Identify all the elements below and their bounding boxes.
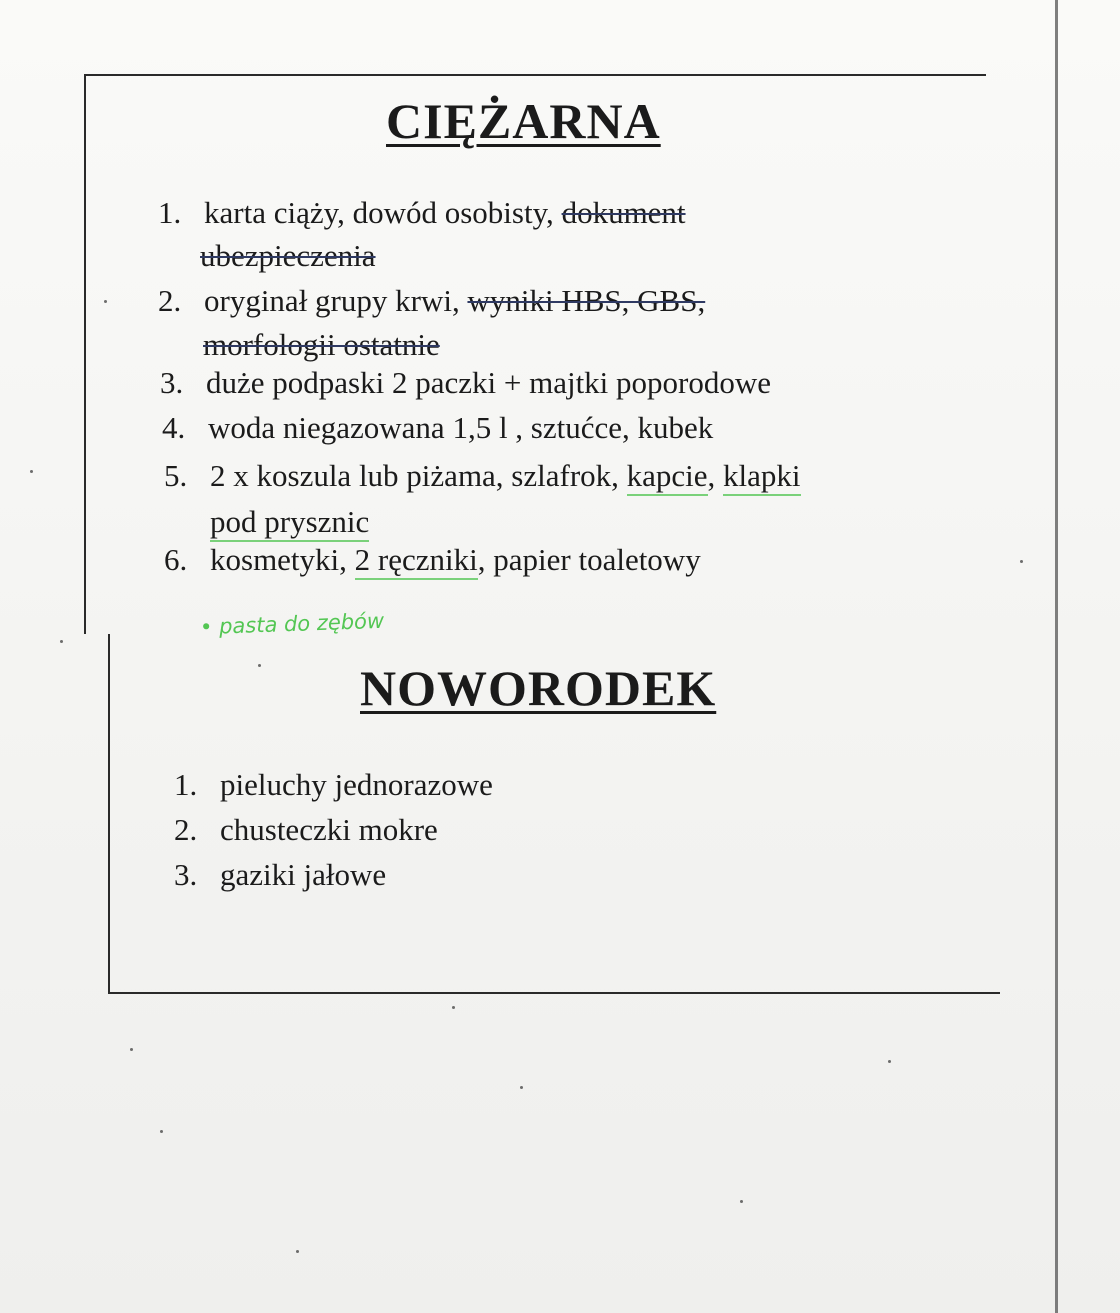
scan-speck [520, 1086, 523, 1089]
item-text: woda niegazowana 1,5 l , sztućce, kubek [208, 410, 714, 445]
item-text: kosmetyki, [210, 542, 347, 577]
frame-left-line [84, 74, 86, 634]
scan-speck [452, 1006, 455, 1009]
scan-speck [740, 1200, 743, 1203]
ciezarna-item-4 [162, 410, 713, 446]
item-text: pieluchy jednorazowe [220, 767, 493, 802]
ciezarna-item-5: 5. 2 x koszula lub piżama, szlafrok, kapcie, klapki [164, 458, 801, 494]
noworodek-item-3 [174, 857, 386, 893]
item-text: chusteczki mokre [220, 812, 438, 847]
item-text: gaziki jałowe [220, 857, 387, 892]
item-number: 2. [158, 283, 182, 318]
struck-text: dokument [561, 195, 686, 230]
item-text: 2 x koszula lub piżama, szlafrok, [210, 458, 619, 493]
scan-speck [30, 470, 33, 473]
struck-text: wyniki HBS, GBS, [467, 283, 706, 318]
ciezarna-item-2 [158, 283, 705, 319]
frame-left-line-lower [108, 634, 110, 994]
ciezarna-item-2-cont: morfologii ostatnie [203, 327, 440, 362]
underlined-text: kapcie [627, 458, 708, 496]
item-number: 5. [164, 458, 188, 493]
scan-speck [130, 1048, 133, 1051]
item-number: 4. [162, 410, 186, 445]
ciezarna-item-6 [164, 542, 701, 578]
item-number: 2. [174, 812, 198, 847]
item-number: 6. [164, 542, 188, 577]
scan-speck [258, 664, 261, 667]
scan-speck [104, 300, 107, 303]
heading-ciezarna: CIĘŻARNA [386, 93, 661, 149]
ciezarna-item-1 [158, 195, 686, 231]
scan-speck [296, 1250, 299, 1253]
item-number: 1. [158, 195, 182, 230]
underlined-text: klapki [723, 458, 801, 496]
item-text: oryginał grupy krwi, [204, 283, 460, 318]
item-number: 1. [174, 767, 198, 802]
item-text: duże podpaski 2 paczki + majtki poporodowe [206, 365, 772, 400]
item-number: 3. [160, 365, 184, 400]
scan-speck [888, 1060, 891, 1063]
noworodek-item-1 [174, 767, 493, 803]
ciezarna-item-5-cont [210, 504, 369, 540]
scan-speck [1020, 560, 1023, 563]
frame-bottom-line [108, 992, 1000, 994]
noworodek-item-2 [174, 812, 438, 848]
ciezarna-item-3 [160, 365, 771, 401]
item-number: 3. [174, 857, 198, 892]
scan-speck [60, 640, 63, 643]
scan-speck [160, 1130, 163, 1133]
handwritten-note: • pasta do zębów [199, 608, 385, 640]
frame-top-line [84, 74, 986, 76]
heading-noworodek: NOWORODEK [360, 660, 717, 716]
item-text-tail: , papier toaletowy [477, 542, 701, 577]
item-text: karta ciąży, dowód osobisty, [204, 195, 554, 230]
page-edge [1055, 0, 1058, 1313]
underlined-text: 2 ręczniki [355, 542, 478, 580]
ciezarna-item-1-cont: ubezpieczenia [200, 238, 376, 273]
underlined-text: pod prysznic [210, 504, 369, 542]
